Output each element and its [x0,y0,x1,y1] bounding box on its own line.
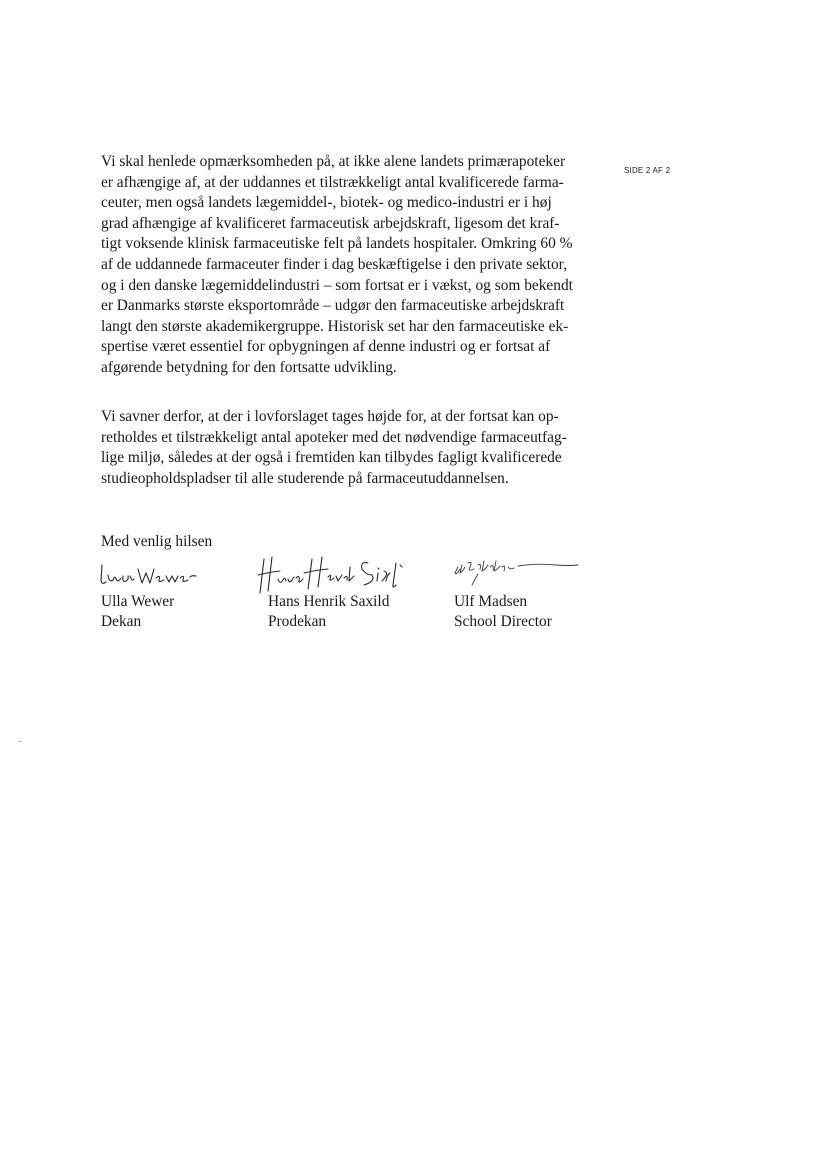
signer-title: Dekan [101,613,142,630]
paragraph-line: spertise været essentiel for opbygningen af denne industri og er fortsat af [101,338,551,356]
paragraph-line: af de uddannede farmaceuter finder i dag beskæftigelse i den private sektor, [101,255,568,273]
signature-ulla-wewer [96,545,216,595]
paragraph-line: lige miljø, således at der også i fremtiden kan tilbydes fagligt kvalificerede [101,449,562,467]
signer-ulf-madsen [454,592,552,632]
body-paragraph-1 [101,152,601,379]
signature-ulf-madsen [448,545,588,595]
signer-name: Ulla Wewer [101,593,175,610]
signer-ulla-wewer [101,592,174,632]
paragraph-line: studieopholdspladser til alle studerende på farmaceutuddannelsen. [101,469,509,487]
scan-artifact [18,741,22,742]
paragraph-line: er afhængige af, at der uddannes et tilstrækkeligt antal kvalificerede farma- [101,173,564,191]
signature-hans-henrik-saxild [256,545,426,595]
paragraph-line: ceuter, men også landets lægemiddel-, biotek- og medico-industri er i høj [101,194,552,212]
paragraph-line: og i den danske lægemiddelindustri – som fortsat er i vækst, og som bekendt [101,276,573,294]
paragraph-line: langt den største akademikergruppe. Historisk set har den farmaceutiske ek- [101,317,569,335]
body-paragraph-2 [101,407,601,489]
signer-name: Hans Henrik Saxild [268,593,390,610]
paragraph-line: er Danmarks største eksportområde – udgør den farmaceutiske arbejdskraft [101,297,565,315]
paragraph-line: afgørende betydning for den fortsatte udvikling. [101,358,397,376]
signer-title: Prodekan [268,613,327,630]
paragraph-line: grad afhængige af kvalificeret farmaceutisk arbejdskraft, ligesom det kraf- [101,214,560,232]
closing-salutation: Med venlig hilsen [101,533,213,550]
paragraph-line: retholdes et tilstrækkeligt antal apoteker med det nødvendige farmaceutfag- [101,428,567,446]
page-number: SIDE 2 AF 2 [624,166,671,175]
signer-name: Ulf Madsen [454,593,528,610]
paragraph-line: Vi skal henlede opmærksomheden på, at ikke alene landets primærapoteker [101,153,566,170]
paragraph-line: Vi savner derfor, at der i lovforslaget tages højde for, at der fortsat kan op- [101,408,559,425]
paragraph-line: tigt voksende klinisk farmaceutiske felt på landets hospitaler. Omkring 60 % [101,235,573,253]
signer-hans-henrik-saxild [268,592,389,632]
signer-title: School Director [454,613,552,630]
